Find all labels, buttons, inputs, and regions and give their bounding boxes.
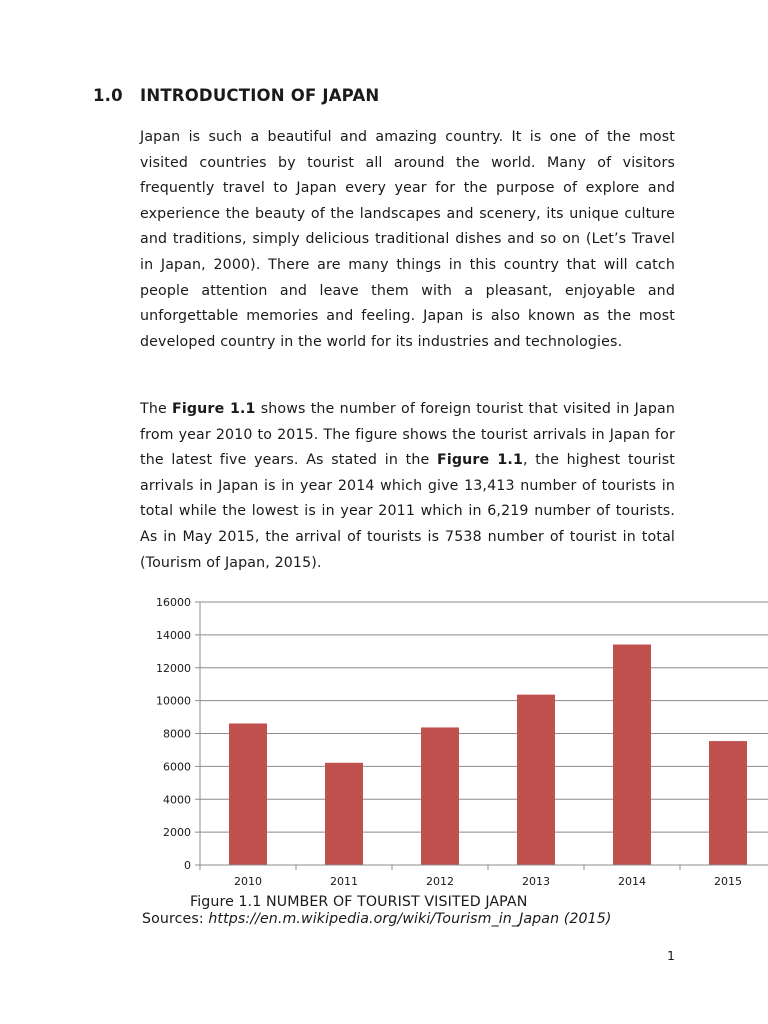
x-tick-label: 2011 xyxy=(330,875,358,888)
paragraph-text: The xyxy=(140,401,173,417)
y-tick-label: 14000 xyxy=(156,628,191,642)
figure-source xyxy=(142,911,612,927)
y-tick-label: 6000 xyxy=(163,760,191,774)
y-tick-label: 16000 xyxy=(156,596,191,609)
section-title: INTRODUCTION OF JAPAN xyxy=(140,86,380,105)
bar-2010 xyxy=(229,723,267,865)
y-tick-label: 4000 xyxy=(163,793,191,807)
paragraph-text: shows the number of foreign tourist that visited in Japan from year 2010 to 2015. The figure shows the tourist arrivals in Japan for the latest five years. As stated in the xyxy=(140,401,675,469)
source-prefix: Sources: xyxy=(142,911,209,927)
y-tick-label: 0 xyxy=(184,859,191,872)
bar-2011 xyxy=(325,763,363,865)
bar-2015 xyxy=(709,741,747,865)
figure-caption: Figure 1.1 NUMBER OF TOURIST VISITED JAPAN xyxy=(190,894,528,910)
x-tick-label: 2013 xyxy=(522,875,550,888)
section-number: 1.0 xyxy=(93,86,123,105)
y-tick-label: 10000 xyxy=(156,694,191,708)
page-number: 1 xyxy=(667,948,675,963)
y-tick-label: 8000 xyxy=(163,727,191,741)
x-tick-label: 2010 xyxy=(234,875,262,888)
section-heading xyxy=(93,86,379,105)
bar-2012 xyxy=(421,727,459,865)
figure-paragraph xyxy=(140,397,675,576)
bar-2013 xyxy=(517,695,555,865)
figure-reference: Figure 1.1 xyxy=(436,452,523,469)
x-tick-label: 2012 xyxy=(426,875,454,888)
bar-2014 xyxy=(613,645,651,865)
x-tick-label: 2014 xyxy=(618,875,646,888)
source-link[interactable]: https://en.m.wikipedia.org/wiki/Tourism_in_Japan (2015) xyxy=(208,911,612,927)
paragraph-text: , the highest tourist arrivals in Japan is in year 2014 which give 13,413 number of tourists in total while the lowest is in year 2011 which in 6,219 number of tourists. As in May 2015, the arrival of tourists is 7538 number of tourist in total (Tourism of Japan, 2015). xyxy=(140,452,675,571)
intro-paragraph: Japan is such a beautiful and amazing country. It is one of the most visited countries by tourist all around the world. Many of visitors frequently travel to Japan every year for the purpose of explore and experience the beauty of the landscapes and scenery, its unique culture and traditions, simply delicious traditional dishes and so on (Let’s Travel in Japan, 2000). There are many things in this country that will catch people attention and leave them with a pleasant, enjoyable and unforgettable memories and feeling. Japan is also known as the most developed country in the world for its industries and technologies. xyxy=(140,129,675,350)
x-tick-label: 2015 xyxy=(714,875,742,888)
y-tick-label: 12000 xyxy=(156,661,191,675)
figure-reference: Figure 1.1 xyxy=(172,401,256,417)
tourist-bar-chart xyxy=(140,590,768,890)
y-tick-label: 2000 xyxy=(163,826,191,840)
